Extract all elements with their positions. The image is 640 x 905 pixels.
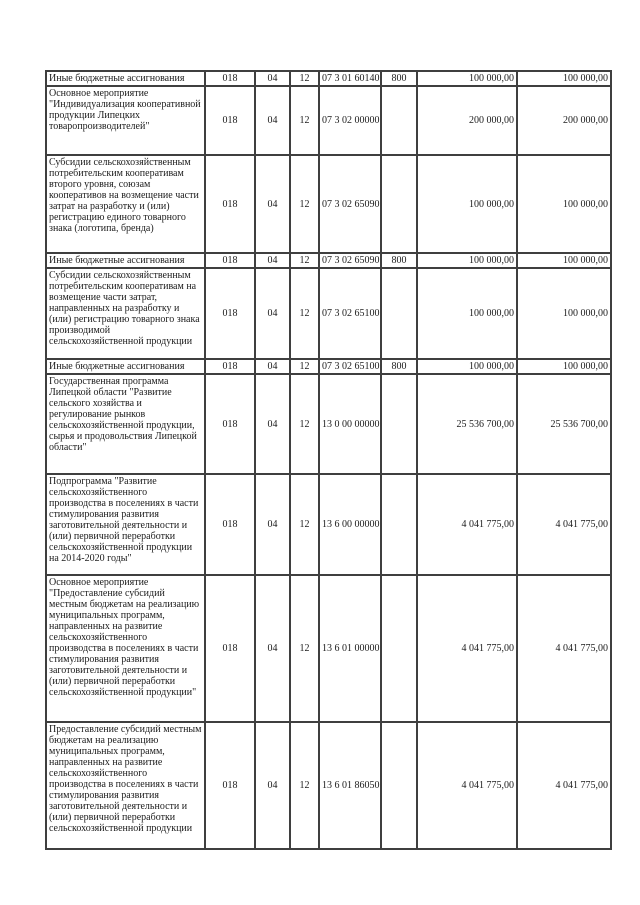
cell-amount-1: 4 041 775,00: [417, 722, 517, 849]
cell-rz-code: 04: [255, 71, 290, 86]
cell-vr-code: [381, 474, 417, 575]
cell-name: Субсидии сельскохозяйственным потребительским кооперативам на возмещение части затрат, направленных на разработку и (или) регистрацию товарного знака производимой сельскохозяйственной продукции: [46, 268, 205, 359]
cell-pr-code: 12: [290, 474, 319, 575]
cell-name: Подпрограмма "Развитие сельскохозяйственного производства в поселениях в части стимулирования развития заготовительной деятельности и (или) первичной переработки сельскохозяйственной продукции на 2014-2020 годы": [46, 474, 205, 575]
cell-pr-code: 12: [290, 253, 319, 268]
cell-name: Основное мероприятие "Предоставление субсидий местным бюджетам на реализацию муниципальных программ, направленных на развитие сельскохозяйственного производства в поселениях в части стимулирования развития заготовительной деятельности и (или) первичной переработки сельскохозяйственной продукции": [46, 575, 205, 722]
cell-amount-2: 100 000,00: [517, 253, 611, 268]
cell-pr-code: 12: [290, 722, 319, 849]
cell-csr-code: 13 0 00 00000: [319, 374, 381, 474]
cell-amount-2: 100 000,00: [517, 359, 611, 374]
cell-csr-code: 07 3 02 00000: [319, 86, 381, 155]
table-row: [46, 86, 611, 155]
cell-name: Иные бюджетные ассигнования: [46, 359, 205, 374]
cell-amount-1: 100 000,00: [417, 253, 517, 268]
cell-amount-2: 25 536 700,00: [517, 374, 611, 474]
cell-name: Иные бюджетные ассигнования: [46, 253, 205, 268]
cell-pr-code: 12: [290, 155, 319, 253]
cell-pr-code: 12: [290, 86, 319, 155]
cell-grbs-code: 018: [205, 253, 255, 268]
cell-amount-1: 100 000,00: [417, 71, 517, 86]
cell-csr-code: 13 6 00 00000: [319, 474, 381, 575]
cell-amount-1: 25 536 700,00: [417, 374, 517, 474]
cell-csr-code: 07 3 02 65100: [319, 268, 381, 359]
cell-pr-code: 12: [290, 374, 319, 474]
cell-amount-1: 4 041 775,00: [417, 474, 517, 575]
cell-vr-code: [381, 374, 417, 474]
cell-amount-2: 4 041 775,00: [517, 474, 611, 575]
cell-name: Иные бюджетные ассигнования: [46, 71, 205, 86]
cell-pr-code: 12: [290, 575, 319, 722]
table-row: [46, 155, 611, 253]
cell-grbs-code: 018: [205, 374, 255, 474]
table-row: [46, 575, 611, 722]
cell-rz-code: 04: [255, 86, 290, 155]
cell-rz-code: 04: [255, 359, 290, 374]
cell-rz-code: 04: [255, 253, 290, 268]
cell-amount-1: 200 000,00: [417, 86, 517, 155]
cell-csr-code: 07 3 02 65100: [319, 359, 381, 374]
cell-csr-code: 13 6 01 86050: [319, 722, 381, 849]
cell-amount-1: 100 000,00: [417, 155, 517, 253]
table-row: [46, 268, 611, 359]
cell-vr-code: [381, 268, 417, 359]
cell-pr-code: 12: [290, 268, 319, 359]
cell-csr-code: 07 3 01 60140: [319, 71, 381, 86]
cell-rz-code: 04: [255, 474, 290, 575]
cell-grbs-code: 018: [205, 268, 255, 359]
table-row: [46, 722, 611, 849]
budget-table-body: [46, 71, 611, 849]
cell-rz-code: 04: [255, 575, 290, 722]
cell-amount-2: 100 000,00: [517, 155, 611, 253]
cell-name: Государственная программа Липецкой области "Развитие сельского хозяйства и регулирование рынков сельскохозяйственной продукции, сырья и продовольствия Липецкой области": [46, 374, 205, 474]
cell-name: Предоставление субсидий местным бюджетам на реализацию муниципальных программ, направленных на развитие сельскохозяйственного производства в поселениях в части стимулирования развития заготовительной деятельности и (или) первичной переработки сельскохозяйственной продукции: [46, 722, 205, 849]
cell-amount-2: 100 000,00: [517, 71, 611, 86]
table-row: [46, 474, 611, 575]
cell-amount-2: 4 041 775,00: [517, 575, 611, 722]
cell-pr-code: 12: [290, 359, 319, 374]
cell-grbs-code: 018: [205, 722, 255, 849]
cell-grbs-code: 018: [205, 71, 255, 86]
cell-amount-1: 100 000,00: [417, 359, 517, 374]
cell-vr-code: 800: [381, 253, 417, 268]
cell-vr-code: [381, 575, 417, 722]
table-row: [46, 359, 611, 374]
budget-table: [45, 70, 612, 850]
table-row: [46, 374, 611, 474]
cell-csr-code: 13 6 01 00000: [319, 575, 381, 722]
cell-rz-code: 04: [255, 155, 290, 253]
cell-grbs-code: 018: [205, 359, 255, 374]
cell-csr-code: 07 3 02 65090: [319, 253, 381, 268]
cell-pr-code: 12: [290, 71, 319, 86]
cell-rz-code: 04: [255, 722, 290, 849]
cell-csr-code: 07 3 02 65090: [319, 155, 381, 253]
cell-vr-code: 800: [381, 71, 417, 86]
cell-vr-code: 800: [381, 359, 417, 374]
cell-grbs-code: 018: [205, 155, 255, 253]
cell-amount-1: 4 041 775,00: [417, 575, 517, 722]
cell-amount-2: 200 000,00: [517, 86, 611, 155]
table-row: [46, 71, 611, 86]
cell-amount-2: 100 000,00: [517, 268, 611, 359]
cell-vr-code: [381, 155, 417, 253]
cell-amount-2: 4 041 775,00: [517, 722, 611, 849]
cell-vr-code: [381, 86, 417, 155]
cell-rz-code: 04: [255, 268, 290, 359]
cell-name: Основное мероприятие "Индивидуализация кооперативной продукции Липецких товаропроизводителей": [46, 86, 205, 155]
cell-grbs-code: 018: [205, 575, 255, 722]
cell-rz-code: 04: [255, 374, 290, 474]
cell-amount-1: 100 000,00: [417, 268, 517, 359]
table-row: [46, 253, 611, 268]
cell-vr-code: [381, 722, 417, 849]
cell-grbs-code: 018: [205, 86, 255, 155]
cell-grbs-code: 018: [205, 474, 255, 575]
cell-name: Субсидии сельскохозяйственным потребительским кооперативам второго уровня, союзам кооперативов на возмещение части затрат на разработку и (или) регистрацию единого товарного знака (логотипа, бренда): [46, 155, 205, 253]
